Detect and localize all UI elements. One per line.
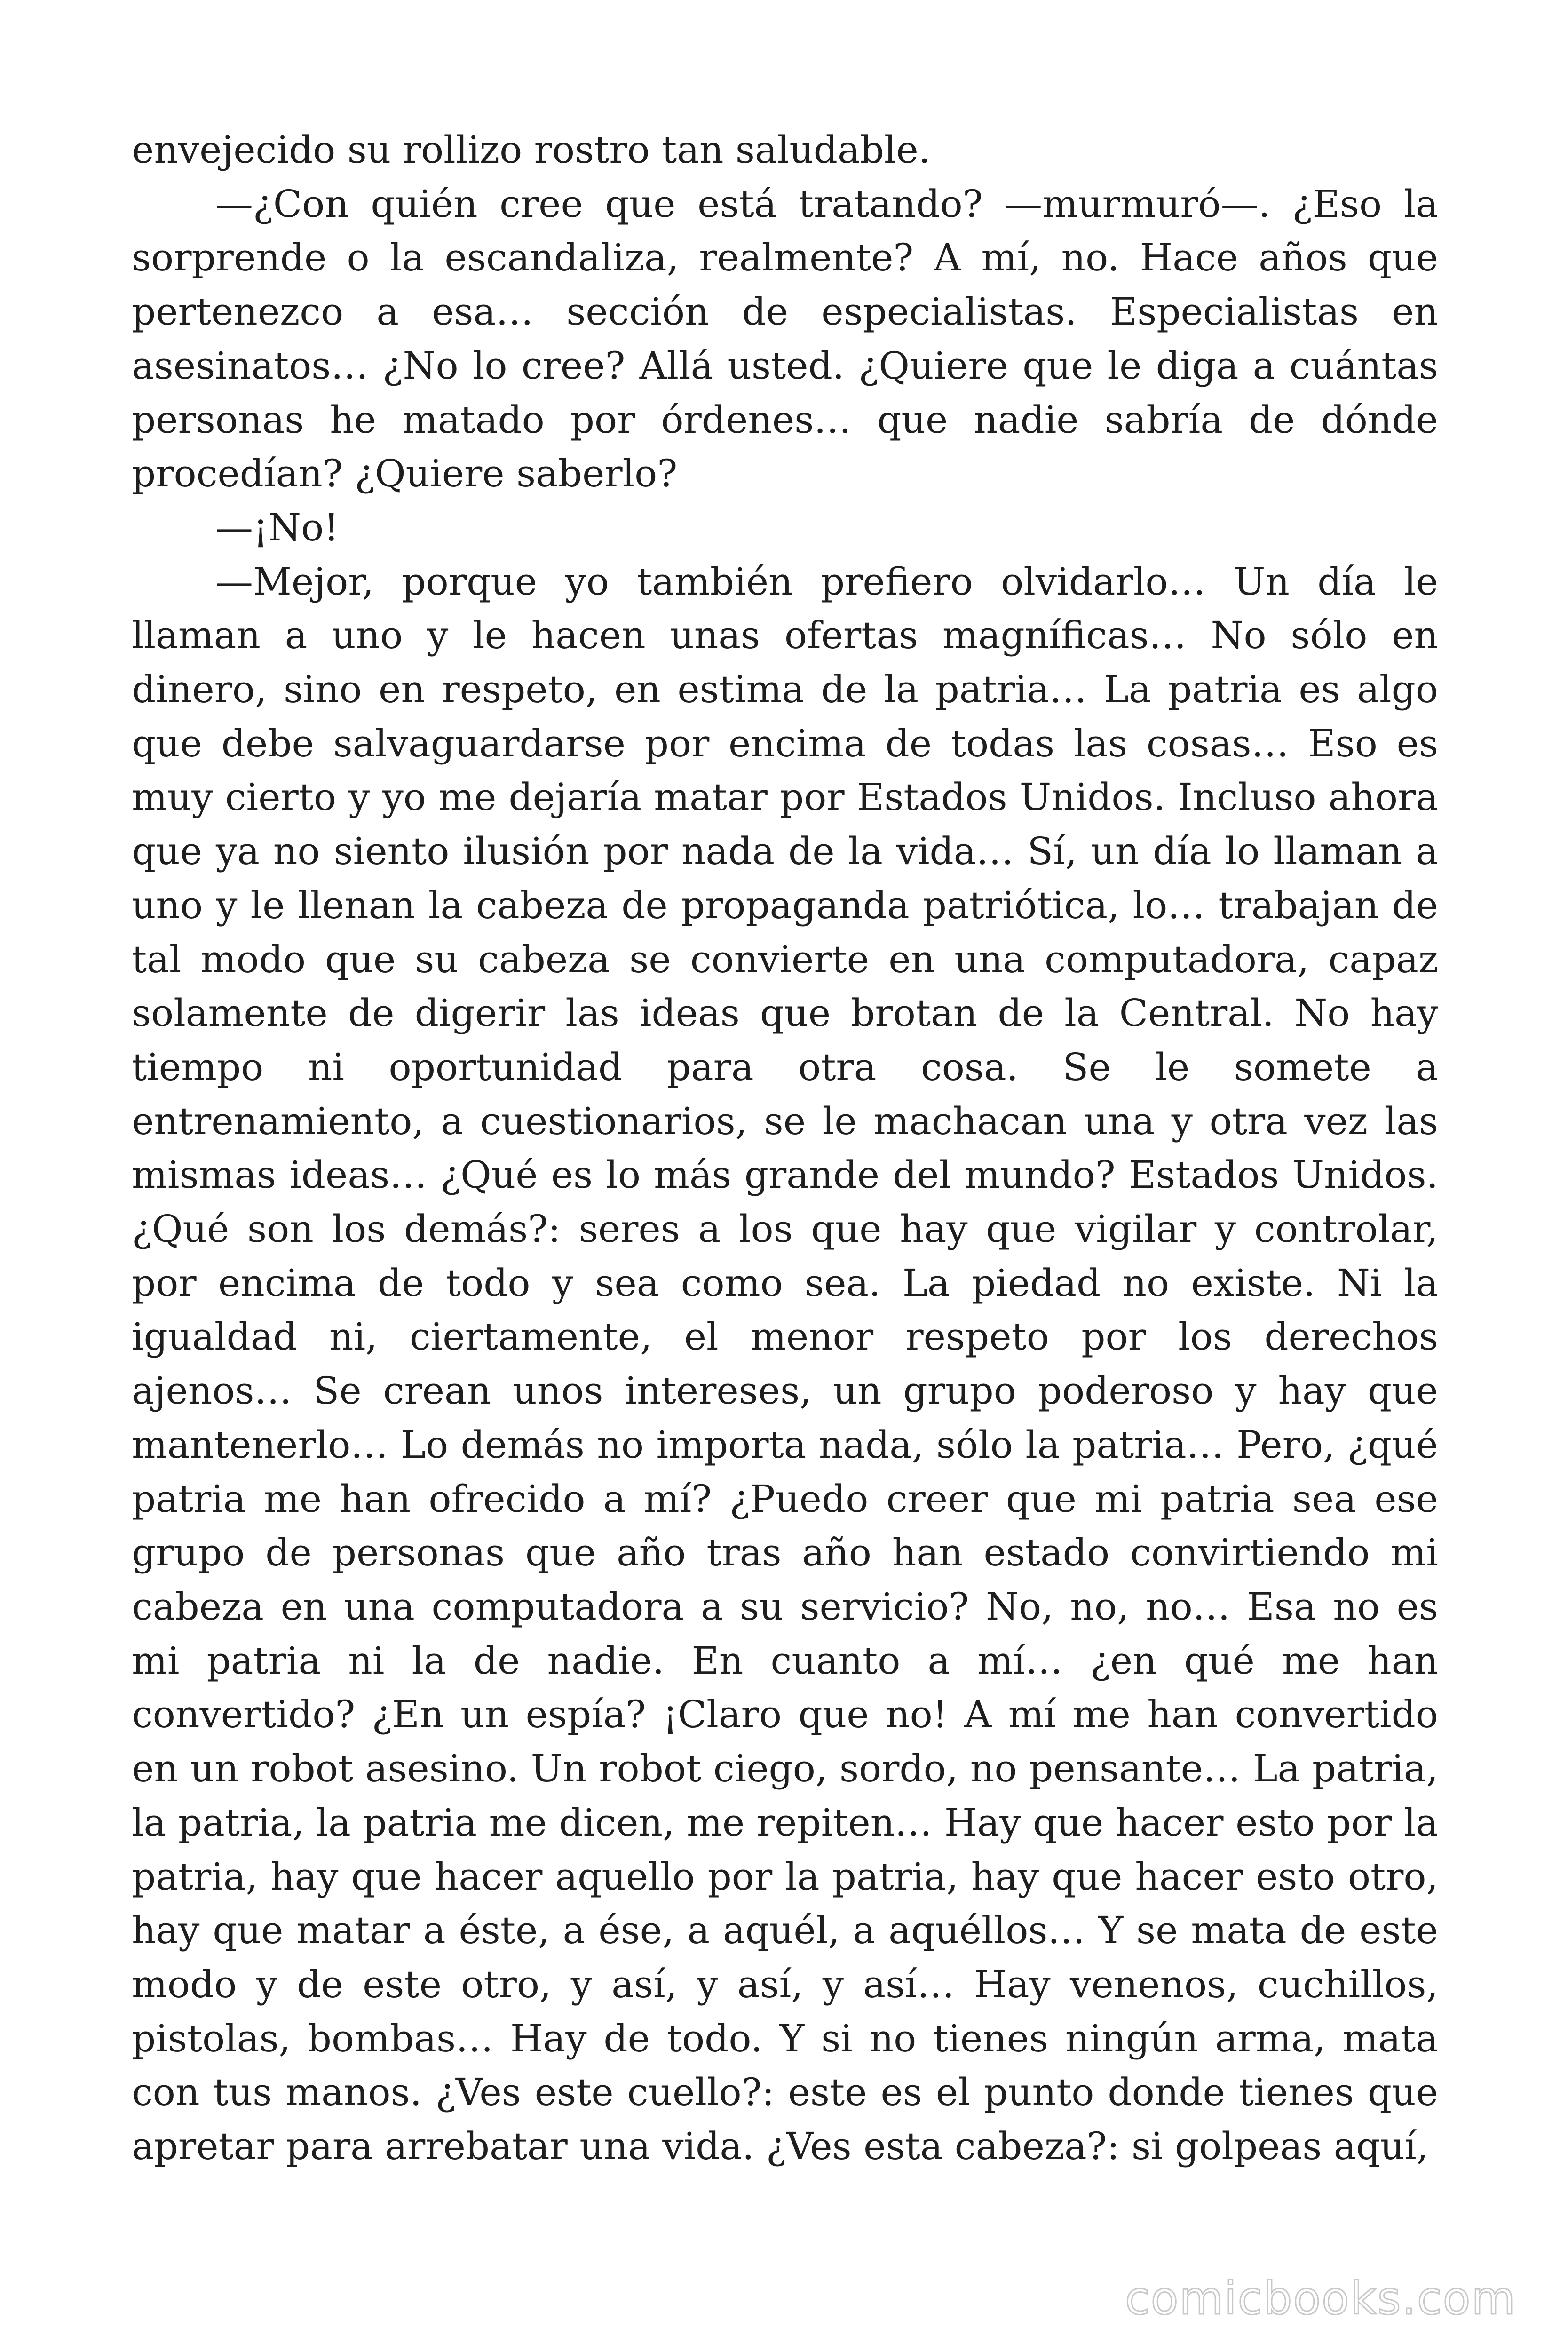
paragraph-dialogue-3: —Mejor, porque yo también prefiero olvidarlo… Un día le llaman a uno y le hacen unas ofertas magníficas… No sólo en dinero, sino en respeto, en estima de la patria… La patria es algo que debe salvaguardarse por encima de todas las cosas… Eso es muy cierto y yo me dejaría matar por Estados Unidos. Incluso ahora que ya no siento ilusión por nada de la vida… Sí, un día lo llaman a uno y le llenan la cabeza de propaganda patriótica, lo… trabajan de tal modo que su cabeza se convierte en una computadora, capaz solamente de digerir las ideas que brotan de la Central. No hay tiempo ni oportunidad para otra cosa. Se le somete a entrenamiento, a cuestionarios, se le machacan una y otra vez las mismas ideas… ¿Qué es lo más grande del mundo? Estados Unidos. ¿Qué son los demás?: seres a los que hay que vigilar y controlar, por encima de todo y sea como sea. La piedad no existe. Ni la igualdad ni, ciertamente, el menor respeto por los derechos ajenos… Se crean unos intereses, un grupo poderoso y hay que mantenerlo… Lo demás no importa nada, sólo la patria… Pero, ¿qué patria me han ofrecido a mí? ¿Puedo creer que mi patria sea ese grupo de personas que año tras año han estado convirtiendo mi cabeza en una computadora a su servicio? No, no, no… Esa no es mi patria ni la de nadie. En cuanto a mí… ¿en qué me han convertido? ¿En un espía? ¡Claro que no! A mí me han convertido en un robot asesino. Un robot ciego, sordo, no pensante… La patria, la patria, la patria me dicen, me repiten… Hay que hacer esto por la patria, hay que hacer aquello por la patria, hay que hacer esto otro, hay que matar a éste, a ése, a aquél, a aquéllos… Y se mata de este modo y de este otro, y así, y así, y así… Hay venenos, cuchillos, pistolas, bombas… Hay de todo. Y si no tienes ningún arma, mata con tus manos. ¿Ves este cuello?: este es el punto donde tienes que apretar para arrebatar una vida. ¿Ves esta cabeza?: si golpeas aquí,	[132, 559, 1438, 2169]
paragraph-continuation: envejecido su rollizo rostro tan saludable.	[132, 128, 931, 172]
watermark: comicbooks.com	[1125, 2272, 1516, 2325]
page-body-text	[132, 123, 1438, 2174]
paragraph-dialogue-1: —¿Con quién cree que está tratando? —murmuró—. ¿Eso la sorprende o la escandaliza, realmente? A mí, no. Hace años que pertenezco a esa… sección de especialistas. Especialistas en asesinatos… ¿No lo cree? Allá usted. ¿Quiere que le diga a cuántas personas he matado por órdenes… que nadie sabría de dónde procedían? ¿Quiere saberlo?	[132, 182, 1438, 496]
paragraph-dialogue-2: —¡No!	[215, 505, 339, 549]
